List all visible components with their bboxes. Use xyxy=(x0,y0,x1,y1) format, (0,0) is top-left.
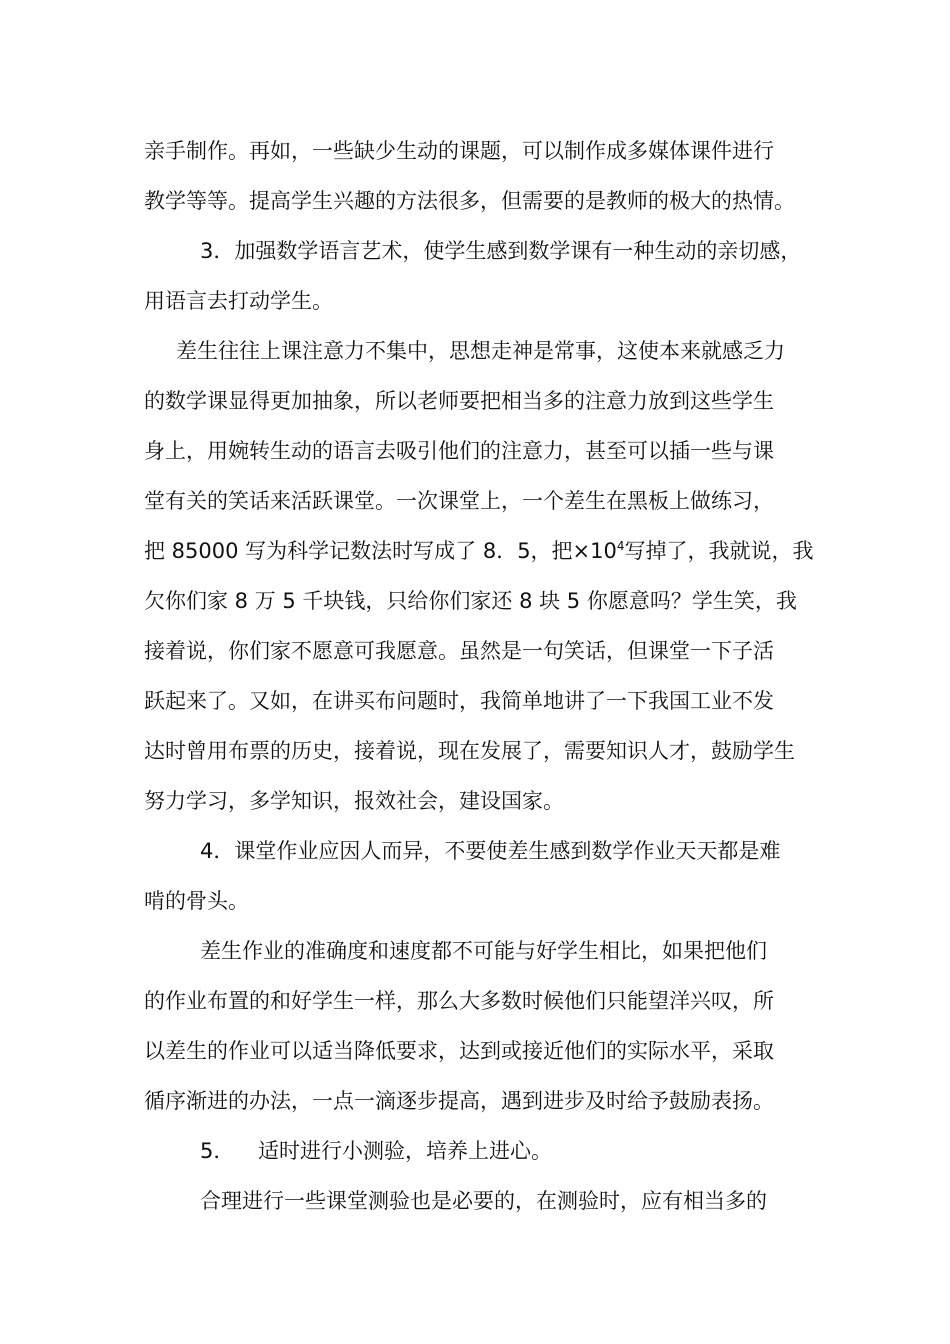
text-line-with-superscript xyxy=(144,526,814,576)
text-line: 适时进行小测验，培养上进心。 xyxy=(258,1139,552,1163)
text-line: 跃起来了。又如，在讲买布问题时，我简单地讲了一下我国工业不发 xyxy=(144,689,774,713)
text-line: 身上，用婉转生动的语言去吸引他们的注意力，甚至可以插一些与课 xyxy=(144,439,774,463)
text-line: 差生往往上课注意力不集中，思想走神是常事，这使本来就感乏力 xyxy=(176,339,785,363)
text-line: 达时曾用布票的历史，接着说，现在发展了，需要知识人才，鼓励学生 xyxy=(144,739,795,763)
text-line: 的作业布置的和好学生一样，那么大多数时候他们只能望洋兴叹，所 xyxy=(144,989,774,1013)
text-line: 3．加强数学语言艺术，使学生感到数学课有一种生动的亲切感， xyxy=(200,239,802,263)
text-line: 的数学课显得更加抽象，所以老师要把相当多的注意力放到这些学生 xyxy=(144,389,774,413)
exponent: 4 xyxy=(616,539,625,553)
text-line: 4．课堂作业应因人而异，不要使差生感到数学作业天天都是难 xyxy=(200,839,781,863)
text-line: 教学等等。提高学生兴趣的方法很多，但需要的是教师的极大的热情。 xyxy=(144,189,795,213)
text-line: 接着说，你们家不愿意可我愿意。虽然是一句笑话，但课堂一下子活 xyxy=(144,639,774,663)
text-segment: 把 85000 写为科学记数法时写成了 8．5，把×10 xyxy=(144,539,617,563)
text-segment: 写掉了，我就说，我 xyxy=(624,539,814,563)
text-line: 努力学习，多学知识，报效社会，建设国家。 xyxy=(144,789,564,813)
text-line: 欠你们家 8 万 5 千块钱，只给你们家还 8 块 5 你愿意吗？学生笑，我 xyxy=(144,589,797,613)
text-line: 亲手制作。再如，一些缺少生动的课题，可以制作成多媒体课件进行 xyxy=(144,139,774,163)
text-line: 循序渐进的办法，一点一滴逐步提高，遇到进步及时给予鼓励表扬。 xyxy=(144,1089,774,1113)
text-line: 啃的骨头。 xyxy=(144,889,249,913)
text-line: 差生作业的准确度和速度都不可能与好学生相比，如果把他们 xyxy=(200,939,767,963)
text-line: 以差生的作业可以适当降低要求，达到或接近他们的实际水平，采取 xyxy=(144,1039,774,1063)
text-line: 用语言去打动学生。 xyxy=(144,289,333,313)
text-line: 合理进行一些课堂测验也是必要的，在测验时，应有相当多的 xyxy=(200,1189,767,1213)
text-line: 堂有关的笑话来活跃课堂。一次课堂上，一个差生在黑板上做练习， xyxy=(144,489,774,513)
text-line-number: 5． xyxy=(200,1139,235,1163)
